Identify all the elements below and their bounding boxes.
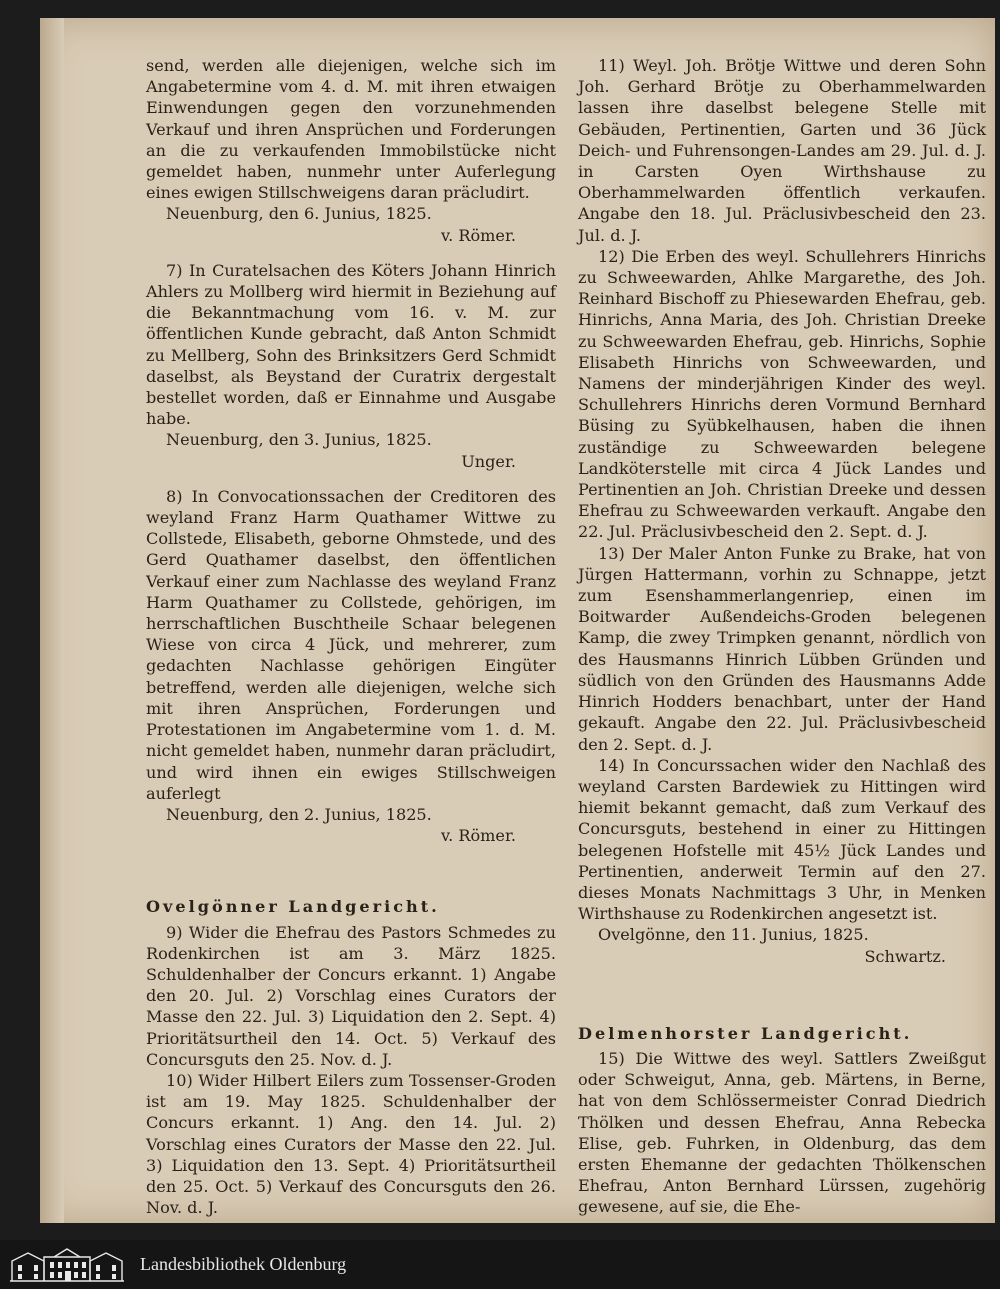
notice-7-date: Neuenburg, den 3. Junius, 1825. <box>166 430 432 450</box>
notice-8-signature: v. Römer. <box>440 826 516 846</box>
right-column <box>578 55 986 1218</box>
left-column <box>146 55 556 1218</box>
notice-6-signature: v. Römer. <box>440 225 516 245</box>
section-heading-delmenhorst: Delmenhorster Landgericht. <box>578 1023 913 1043</box>
library-building-icon <box>8 1247 126 1283</box>
notice-6-end: send, werden alle diejenigen, welche sich im Angabetermine vom 4. d. M. mit ihren etwaigen Einwendungen gegen den vorzunehmenden Verkauf und ihren Ansprüchen und Forderungen an die zu verkaufenden Immobilstücke nicht gemeldet haben, nunmehr unter Auferlegung eines ewigen Stillschweigens daran präcludirt. <box>146 56 556 203</box>
notice-12: 12) Die Erben des weyl. Schullehrers Hinrichs zu Schweewarden, Ahlke Margarethe, des Joh. Reinhard Bischoff zu Phiesewarden Ehefrau, geb. Hinrichs, Anna Maria, des Joh. Christian Dreeke zu Schweewarden Ehefrau, geb. Hinrichs, Sophie Elisabeth Hinrichs von Schweewarden, und Namens der minderjährigen Kinder des weyl. Schullehrers Hinrichs deren Vormund Bernhard Büsing zu Syübkelhausen, haben die ihnen zuständige zu Schweewarden belegene Landköterstelle mit circa 4 Jück Landes und Pertinentien an Joh. Christian Dreeke und dessen Ehefrau zu Schweewarden verkauft. Angabe den 22. Jul. Präclusivbescheid den 2. Sept. d. J. <box>578 246 986 542</box>
notice-15: 15) Die Wittwe des weyl. Sattlers Zweißgut oder Schweigut, Anna, geb. Märtens, in Berne, hat von dem Schlössermeister Conrad Diedrich Thölken und dessen Ehefrau, Anna Rebecka Elise, geb. Fuhrken, in Oldenburg, das dem ersten Ehemanne der gedachten Thölkenschen Ehefrau, Anton Bernhard Lürssen, zugehörig gewesene, auf sie, die Ehe- <box>578 1048 986 1217</box>
library-name: Landesbibliothek Oldenburg <box>140 1254 347 1274</box>
notice-8: 8) In Convocationssachen der Creditoren des weyland Franz Harm Quathamer Wittwe zu Collstede, Elisabeth, geborne Ohmstede, und des Gerd Quathamer daselbst, den öffentlichen Verkauf einer zum Nachlasse des weyland Franz Harm Quathamer zu Collstede, gehörigen, im herrschaftlichen Buschtheile Schaar belegenen Wiese von circa 4 Jück, und mehrerer, zum gedachten Nachlasse gehörigen Eingüter betreffend, werden alle diejenigen, welche sich mit ihren Ansprüchen, Forderungen und Protestationen im Angabetermine vom 1. d. M. nicht gemeldet haben, nunmehr daran präcludirt, und wird ihnen ein ewiges Stillschweigen auferlegt <box>146 486 556 803</box>
notice-14-date: Ovelgönne, den 11. Junius, 1825. <box>598 925 869 945</box>
notice-14: 14) In Concurssachen wider den Nachlaß des weyland Carsten Bardewiek zu Hittingen wird hiemit bekannt gemacht, daß zum Verkauf des Concursguts, bestehend in einer zu Hittingen belegenen Hofstelle mit 45½ Jück Landes und Pertinentien, anderweit Termin auf den 27. dieses Monats Nachmittags 3 Uhr, in Menken Wirthshause zu Rodenkirchen angesetzt ist. <box>578 755 986 924</box>
notice-7-signature: Unger. <box>461 451 516 471</box>
section-heading-ovelgoenne: Ovelgönner Landgericht. <box>146 897 440 917</box>
notice-7: 7) In Curatelsachen des Köters Johann Hinrich Ahlers zu Mollberg wird hiermit in Beziehung auf die Bekanntmachung vom 16. v. M. zur öffentlichen Kunde gebracht, daß Anton Schmidt zu Mellberg, Sohn des Brinksitzers Gerd Schmidt daselbst, als Beystand der Curatrix dergestalt bestellet worden, daß er Einnahme und Ausgabe habe. <box>146 260 556 429</box>
notice-8-date: Neuenburg, den 2. Junius, 1825. <box>166 804 432 824</box>
page-binding-edge <box>40 18 64 1223</box>
notice-9: 9) Wider die Ehefrau des Pastors Schmedes zu Rodenkirchen ist am 3. März 1825. Schuldenhalber der Concurs erkannt. 1) Angabe den 20. Jul. 2) Vorschlag eines Curators der Masse den 22. Jul. 3) Liquidation den 2. Sept. 4) Prioritätsurtheil den 14. Oct. 5) Verkauf des Concursguts den 25. Nov. d. J. <box>146 922 556 1069</box>
notice-10: 10) Wider Hilbert Eilers zum Tossenser-Groden ist am 19. May 1825. Schuldenhalber der Concurs erkannt. 1) Ang. den 14. Jul. 2) Vorschlag eines Curators der Masse den 22. Jul. 3) Liquidation den 13. Sept. 4) Prioritätsurtheil den 25. Oct. 5) Verkauf des Concursguts den 26. Nov. d. J. <box>146 1070 556 1218</box>
notice-6-date: Neuenburg, den 6. Junius, 1825. <box>166 204 432 224</box>
footer-bar <box>0 1240 1000 1289</box>
notice-13: 13) Der Maler Anton Funke zu Brake, hat von Jürgen Hattermann, vorhin zu Schnappe, jetzt zum Esenshammerlangenriep, einen im Boitwarder Außendeichs-Groden belegenen Kamp, die zwey Trimpken genannt, nördlich von des Hausmanns Hinrich Lübben Gründen und südlich von den Gründen des Hausmanns Adde Hinrich Hodders benachbart, unter der Hand gekauft. Angabe den 22. Jul. Präclusivbescheid den 2. Sept. d. J. <box>578 543 986 754</box>
notice-11: 11) Weyl. Joh. Brötje Wittwe und deren Sohn Joh. Gerhard Brötje zu Oberhammelwarden lassen ihre daselbst belegene Stelle mit Gebäuden, Pertinentien, Garten und 36 Jück Deich- und Fuhrensongen-Landes am 29. Jul. d. J. in Carsten Oyen Wirthshause zu Oberhammelwarden öffentlich verkaufen. Angabe den 18. Jul. Präclusivbescheid den 23. Jul. d. J. <box>578 56 986 245</box>
notice-14-signature: Schwartz. <box>864 946 946 966</box>
